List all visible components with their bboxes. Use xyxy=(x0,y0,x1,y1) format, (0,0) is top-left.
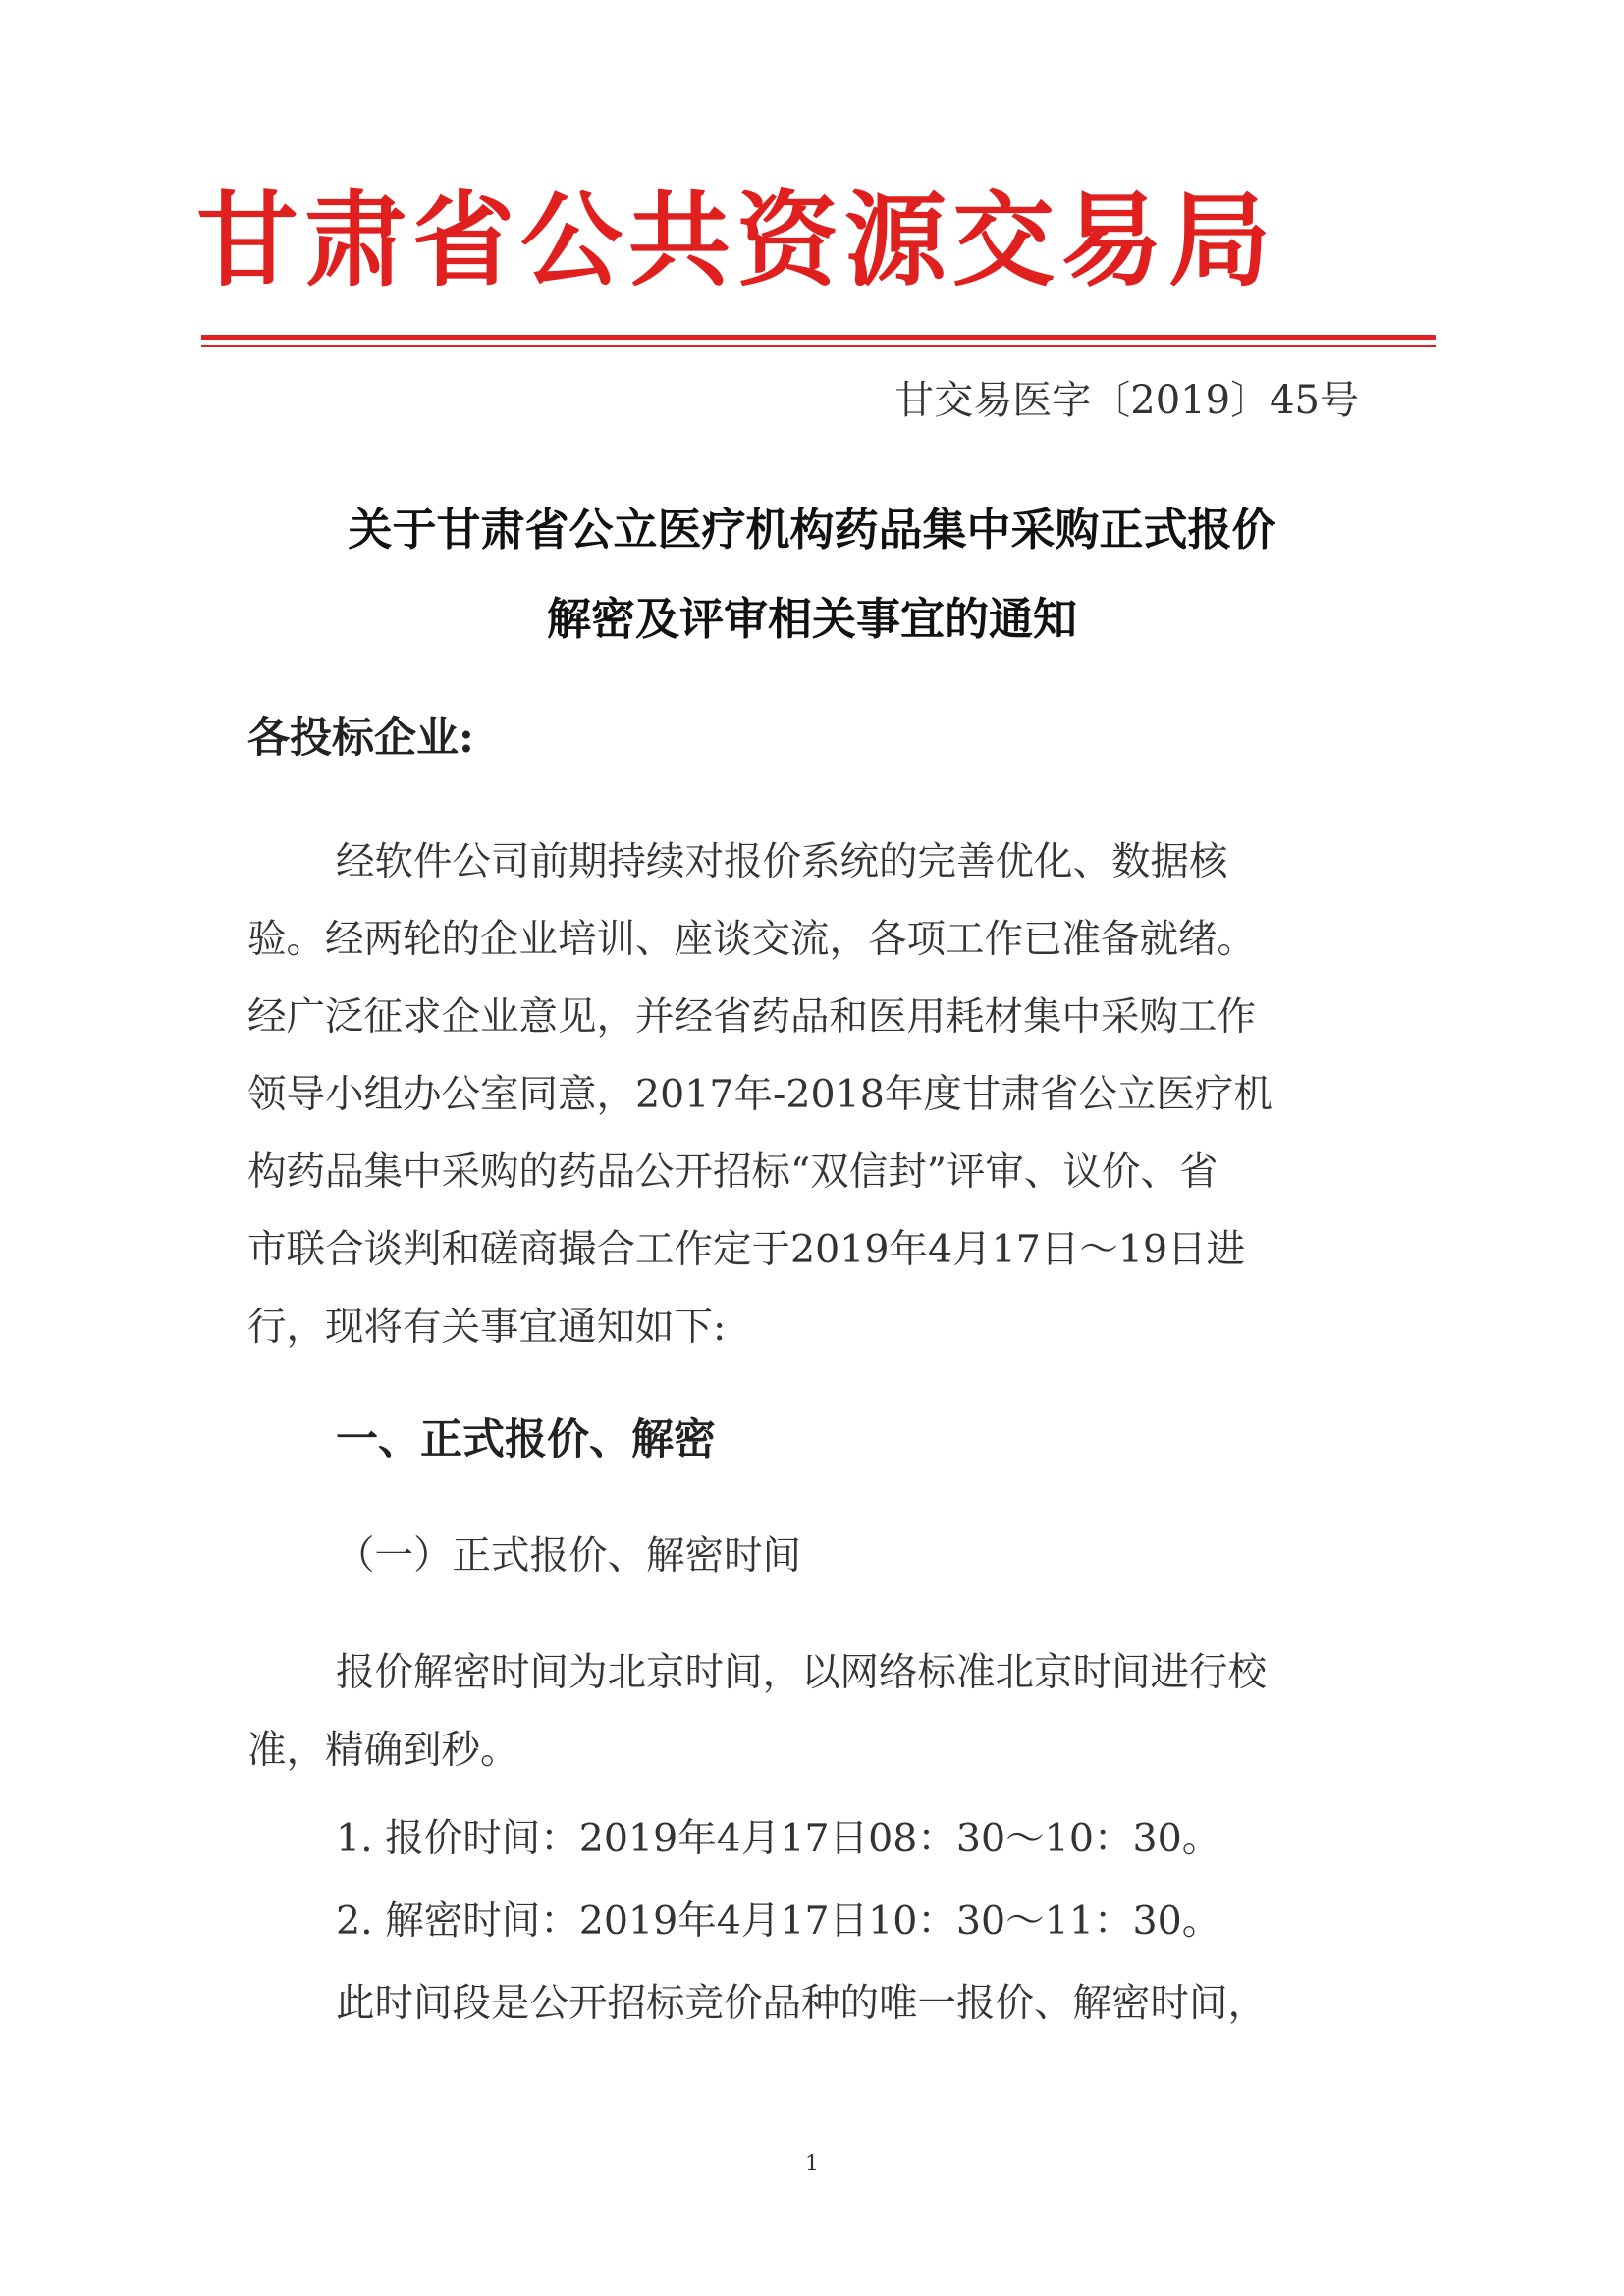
document-number: 甘交易医字〔2019〕45号 xyxy=(894,378,1359,423)
subsection-line: 此时间段是公开招标竞价品种的唯一报价、解密时间， xyxy=(336,1981,1267,2026)
subsection-line: 报价解密时间为北京时间，以网络标准北京时间进行校 xyxy=(336,1650,1267,1695)
letterhead-org-name: 甘肃省公共资源交易局 xyxy=(196,181,1277,300)
paragraph-line: 经软件公司前期持续对报价系统的完善优化、数据核 xyxy=(336,839,1228,884)
paragraph-line: 构药品集中采购的药品公开招标“双信封”评审、议价、省 xyxy=(247,1149,1218,1195)
letterhead-rule-thick xyxy=(201,335,1436,340)
paragraph-line: 行，现将有关事宜通知如下: xyxy=(247,1305,727,1350)
paragraph-line: 市联合谈判和磋商撮合工作定于2019年4月17日～19日进 xyxy=(247,1227,1246,1272)
list-item-decrypt-time: 2. 解密时间：2019年4月17日10：30～11：30。 xyxy=(336,1898,1221,1944)
page-number: 1 xyxy=(805,2152,819,2176)
salutation: 各投标企业: xyxy=(247,714,474,763)
paragraph-line: 验。经两轮的企业培训、座谈交流，各项工作已准备就绪。 xyxy=(247,917,1256,962)
list-item-quote-time: 1. 报价时间：2019年4月17日08：30～10：30。 xyxy=(336,1816,1221,1861)
paragraph-line: 经广泛征求企业意见，并经省药品和医用耗材集中采购工作 xyxy=(247,994,1256,1040)
document-title-line-2: 解密及评审相关事宜的通知 xyxy=(546,593,1077,645)
document-title-line-1: 关于甘肃省公立医疗机构药品集中采购正式报价 xyxy=(348,504,1276,556)
subsection-heading: （一）正式报价、解密时间 xyxy=(336,1533,801,1578)
letterhead-rule-thin xyxy=(201,345,1436,347)
subsection-line: 准，精确到秒。 xyxy=(247,1728,519,1773)
paragraph-line: 领导小组办公室同意，2017年-2018年度甘肃省公立医疗机 xyxy=(247,1072,1272,1117)
section-heading: 一、正式报价、解密 xyxy=(336,1415,716,1465)
